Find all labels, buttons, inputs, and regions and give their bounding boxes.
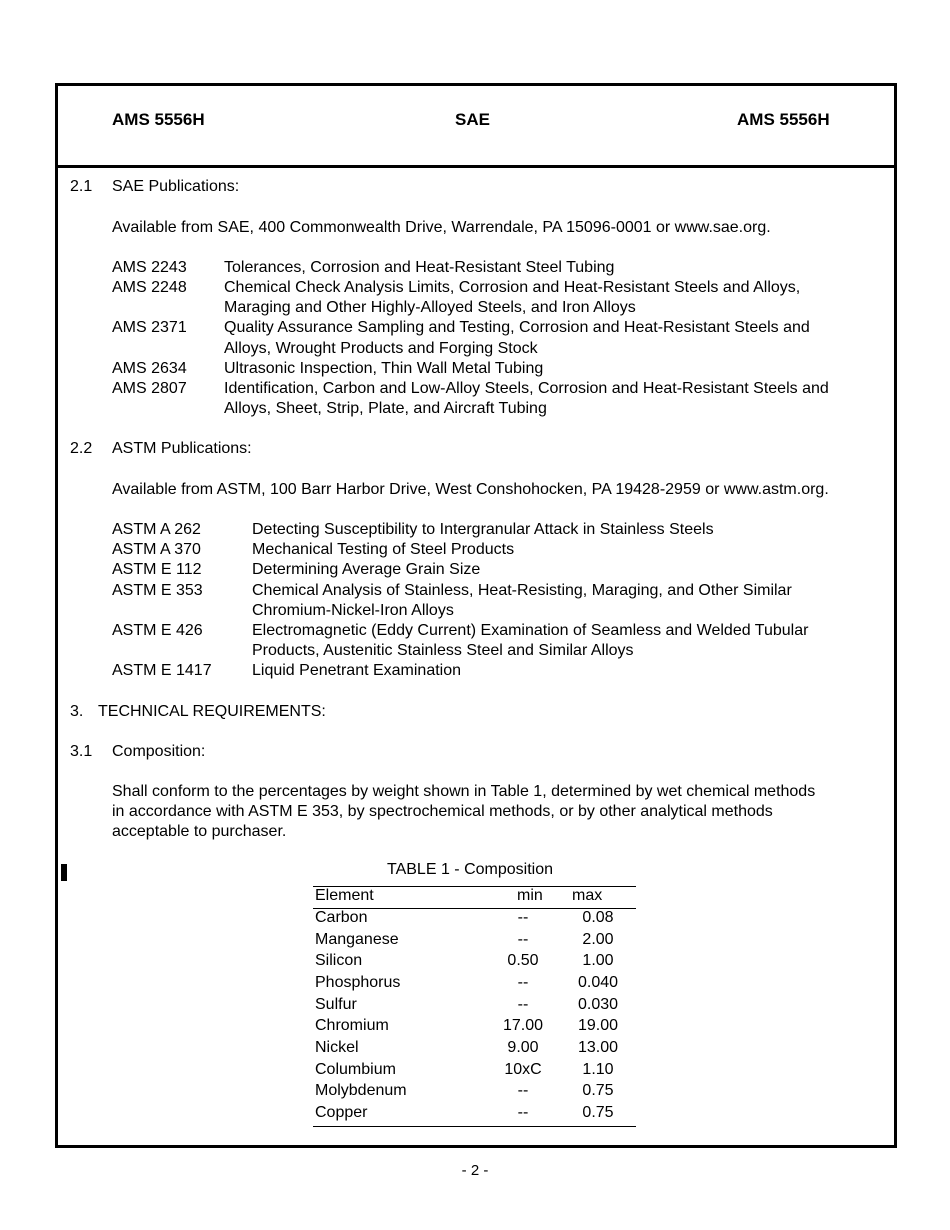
header-right-doc-id: AMS 5556H <box>737 110 830 129</box>
section-2-2-title: ASTM Publications: <box>112 440 252 457</box>
section-3-number: 3. <box>70 703 84 720</box>
table-row-element: Columbium <box>315 1061 396 1078</box>
table-row-element: Carbon <box>315 909 368 926</box>
reference-title: Mechanical Testing of Steel Products <box>252 541 515 558</box>
table-row-min: -- <box>517 974 529 991</box>
table-row-min: 10xC <box>504 1061 542 1078</box>
table-row-element: Molybdenum <box>315 1082 407 1099</box>
reference-code: ASTM E 426 <box>112 622 203 639</box>
reference-code: AMS 2634 <box>112 360 187 377</box>
table-row-element: Manganese <box>315 931 399 948</box>
page-number: - 2 - <box>461 1162 489 1179</box>
reference-code: ASTM E 112 <box>112 561 202 578</box>
table-row-max: 0.030 <box>577 996 619 1013</box>
composition-paragraph-line: in accordance with ASTM E 353, by spectrochemical methods, or by other analytical methods <box>112 803 773 820</box>
table-row-min: -- <box>517 931 529 948</box>
reference-title: Identification, Carbon and Low-Alloy Steels, Corrosion and Heat-Resistant Steels and <box>224 380 829 397</box>
column-header-element: Element <box>315 887 374 904</box>
section-3-1-number: 3.1 <box>70 743 93 760</box>
reference-title: Detecting Susceptibility to Intergranular Attack in Stainless Steels <box>252 521 714 538</box>
column-header-min: min <box>517 887 543 904</box>
reference-title: Tolerances, Corrosion and Heat-Resistant Steel Tubing <box>224 259 615 276</box>
table-row-min: 9.00 <box>507 1039 539 1056</box>
reference-code: AMS 2243 <box>112 259 187 276</box>
reference-title: Chemical Check Analysis Limits, Corrosion and Heat-Resistant Steels and Alloys, <box>224 279 801 296</box>
section-2-1-availability: Available from SAE, 400 Commonwealth Drive, Warrendale, PA 15096-0001 or www.sae.org. <box>112 219 771 236</box>
section-3-title: TECHNICAL REQUIREMENTS: <box>98 703 326 720</box>
reference-title: Ultrasonic Inspection, Thin Wall Metal Tubing <box>224 360 544 377</box>
reference-title-continued: Chromium-Nickel-Iron Alloys <box>252 602 454 619</box>
table-row-max: 19.00 <box>577 1017 619 1034</box>
section-2-2-availability: Available from ASTM, 100 Barr Harbor Drive, West Conshohocken, PA 19428-2959 or www.astm.org. <box>112 481 829 498</box>
section-2-1-title: SAE Publications: <box>112 178 240 195</box>
page-frame <box>55 83 897 1148</box>
section-2-1-number: 2.1 <box>70 178 93 195</box>
table-row-element: Copper <box>315 1104 368 1121</box>
table-row-element: Phosphorus <box>315 974 401 991</box>
header-rule <box>55 165 897 168</box>
table-row-element: Nickel <box>315 1039 359 1056</box>
reference-code: ASTM A 262 <box>112 521 201 538</box>
reference-title-continued: Products, Austenitic Stainless Steel and Similar Alloys <box>252 642 634 659</box>
table-bottom-rule <box>313 1126 636 1127</box>
reference-code: ASTM E 353 <box>112 582 203 599</box>
table-row-element: Sulfur <box>315 996 357 1013</box>
reference-code: AMS 2807 <box>112 380 187 397</box>
table-row-max: 0.040 <box>577 974 619 991</box>
table-row-min: -- <box>517 909 529 926</box>
table-row-min: -- <box>517 1082 529 1099</box>
reference-code: AMS 2371 <box>112 319 187 336</box>
reference-title-continued: Alloys, Wrought Products and Forging Stock <box>224 340 538 357</box>
table-row-max: 0.75 <box>582 1104 614 1121</box>
table-row-min: 0.50 <box>507 952 539 969</box>
section-3-1-title: Composition: <box>112 743 206 760</box>
table-row-element: Chromium <box>315 1017 389 1034</box>
reference-title: Determining Average Grain Size <box>252 561 481 578</box>
reference-code: AMS 2248 <box>112 279 187 296</box>
header-center-org: SAE <box>455 110 490 129</box>
column-header-max: max <box>572 887 603 904</box>
table-row-min: -- <box>517 996 529 1013</box>
section-2-2-number: 2.2 <box>70 440 93 457</box>
table-row-element: Silicon <box>315 952 363 969</box>
reference-title: Electromagnetic (Eddy Current) Examination of Seamless and Welded Tubular <box>252 622 809 639</box>
table-row-max: 0.08 <box>582 909 614 926</box>
reference-title-continued: Alloys, Sheet, Strip, Plate, and Aircraft Tubing <box>224 400 547 417</box>
revision-change-bar <box>61 864 67 881</box>
composition-paragraph-line: acceptable to purchaser. <box>112 823 287 840</box>
table-row-min: -- <box>517 1104 529 1121</box>
table-row-max: 1.10 <box>582 1061 614 1078</box>
reference-title: Liquid Penetrant Examination <box>252 662 462 679</box>
table-row-max: 0.75 <box>582 1082 614 1099</box>
table-row-min: 17.00 <box>502 1017 544 1034</box>
reference-title-continued: Maraging and Other Highly-Alloyed Steels, and Iron Alloys <box>224 299 636 316</box>
reference-title: Chemical Analysis of Stainless, Heat-Resisting, Maraging, and Other Similar <box>252 582 792 599</box>
reference-code: ASTM A 370 <box>112 541 201 558</box>
header-left-doc-id: AMS 5556H <box>112 110 205 129</box>
table-row-max: 13.00 <box>577 1039 619 1056</box>
composition-paragraph-line: Shall conform to the percentages by weight shown in Table 1, determined by wet chemical methods <box>112 783 816 800</box>
table-row-max: 1.00 <box>582 952 614 969</box>
table-row-max: 2.00 <box>582 931 614 948</box>
reference-title: Quality Assurance Sampling and Testing, Corrosion and Heat-Resistant Steels and <box>224 319 810 336</box>
reference-code: ASTM E 1417 <box>112 662 212 679</box>
table-1-title: TABLE 1 - Composition <box>387 861 553 878</box>
